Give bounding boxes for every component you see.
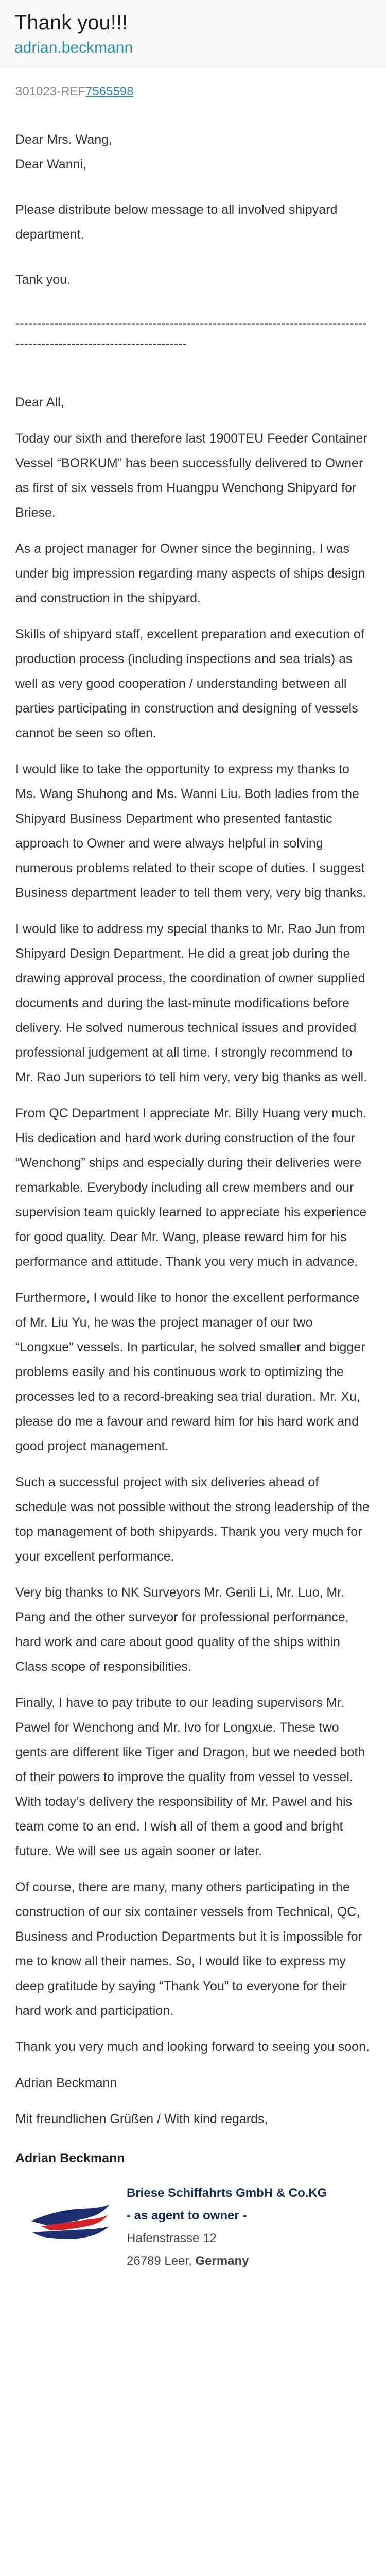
ship-logo-icon — [26, 2189, 113, 2246]
company-details — [127, 2182, 327, 2273]
divider-line: -------------------------------------------------------------------------------------------------------------------------- — [15, 316, 367, 351]
reference-line — [15, 83, 371, 100]
message-paragraph: Today our sixth and therefore last 1900TEU Feeder Container Vessel “BORKUM” has been successfully delivered to Owner as first of six vessels from Huangpu Wenchong Shipyard for Briese. — [15, 431, 367, 520]
message-paragraph: I would like to address my special thanks to Mr. Rao Jun from Shipyard Design Department. He did a great job during the drawing approval process, the coordination of owner supplied documents and during the last-minute modifications before delivery. He solved numerous technical issues and provided professional judgement at all time. I strongly recommend to Mr. Rao Jun superiors to tell him very, very big thanks as well. — [15, 922, 367, 1084]
signature-name: Adrian Beckmann — [15, 2151, 125, 2165]
regards-line: Mit freundlichen Grüßen / With kind regards, — [15, 2112, 268, 2126]
message-paragraph: Skills of shipyard staff, excellent preparation and execution of production process (including inspections and sea trials) as well as very good cooperation / understanding between all parties participating in construction and designing of vessels cannot be seen so often. — [15, 627, 364, 740]
email-body — [0, 83, 386, 2293]
message-paragraph: As a project manager for Owner since the beginning, I was under big impression regarding many aspects of ships design and construction in the shipyard. — [15, 541, 365, 605]
email-header — [0, 0, 386, 67]
thanks-line: Tank you. — [15, 273, 71, 287]
email-subject: Thank you!!! — [14, 11, 128, 34]
message-paragraph: Such a successful project with six deliveries ahead of schedule was not possible without the strong leadership of the top management of both shipyards. Thank you very much for your excellent performance. — [15, 1475, 370, 1564]
company-street: Hafenstrasse 12 — [127, 2231, 217, 2245]
greeting-line: Dear Mrs. Wang, — [15, 132, 113, 147]
sender-name[interactable]: adrian.beckmann — [14, 39, 133, 56]
distribution-request: Please distribute below message to all involved shipyard department. — [15, 202, 338, 242]
reference-link[interactable]: 7565598 — [85, 84, 134, 98]
message-greeting: Dear All, — [15, 395, 64, 410]
company-city — [127, 2250, 327, 2273]
company-signature — [15, 2182, 371, 2273]
message-paragraph: Furthermore, I would like to honor the excellent performance of Mr. Liu Yu, he was the project manager of our two “Longxue” vessels. In particular, he solved smaller and bigger problems easily and his continuous work to optimizing the processes led to a record-breaking sea trial duration. Mr. Xu, please do me a favour and reward him for his hard work and good project management. — [15, 1291, 365, 1453]
message-paragraph: From QC Department I appreciate Mr. Billy Huang very much. His dedication and hard work during construction of the four “Wenchong” ships and especially during their deliveries were remarkable. Everybody including all crew members and our supervision team quickly learned to appreciate his experience for good quality. Dear Mr. Wang, please reward him for his performance and attitude. Thank you very much in advance. — [15, 1106, 367, 1269]
message-paragraph: Of course, there are many, many others participating in the construction of our six container vessels from Technical, QC, Business and Production Departments but it is impossible for me to know all their names. So, I would like to express my deep gratitude by saying “Thank You” to everyone for their hard work and participation. — [15, 1880, 362, 2018]
message-paragraph: Thank you very much and looking forward to seeing you soon. — [15, 2040, 370, 2054]
message-paragraphs — [15, 426, 371, 2059]
reference-prefix: 301023-REF — [15, 84, 86, 98]
company-name: Briese Schiffahrts GmbH & Co.KG — [127, 2186, 327, 2200]
company-logo — [26, 2189, 113, 2246]
company-city-prefix: 26789 Leer, — [127, 2254, 192, 2268]
message-paragraph: Very big thanks to NK Surveyors Mr. Genli Li, Mr. Luo, Mr. Pang and the other surveyor for professional performance, hard work and care about good quality of the ships within Class scope of responsibilities. — [15, 1585, 349, 1674]
greeting-line: Dear Wanni, — [15, 157, 87, 172]
message-paragraph: Finally, I have to pay tribute to our leading supervisors Mr. Pawel for Wenchong and Mr. Ivo for Longxue. These two gents are different like Tiger and Dragon, but we needed both of their powers to improve the quality from vessel to vessel. With today’s delivery the responsibility of Mr. Pawel and his team come to an end. I wish all of them a good and bright future. We will see us again sooner or later. — [15, 1696, 365, 1858]
company-country: Germany — [195, 2254, 249, 2268]
company-role: - as agent to owner - — [127, 2209, 247, 2223]
signoff-name: Adrian Beckmann — [15, 2076, 117, 2090]
message-paragraph: I would like to take the opportunity to express my thanks to Ms. Wang Shuhong and Ms. Wanni Liu. Both ladies from the Shipyard Business Department who presented fantastic approach to Owner and were always helpful in solving numerous problems related to their scope of duties. I suggest Business department leader to tell them very, very big thanks. — [15, 762, 366, 900]
